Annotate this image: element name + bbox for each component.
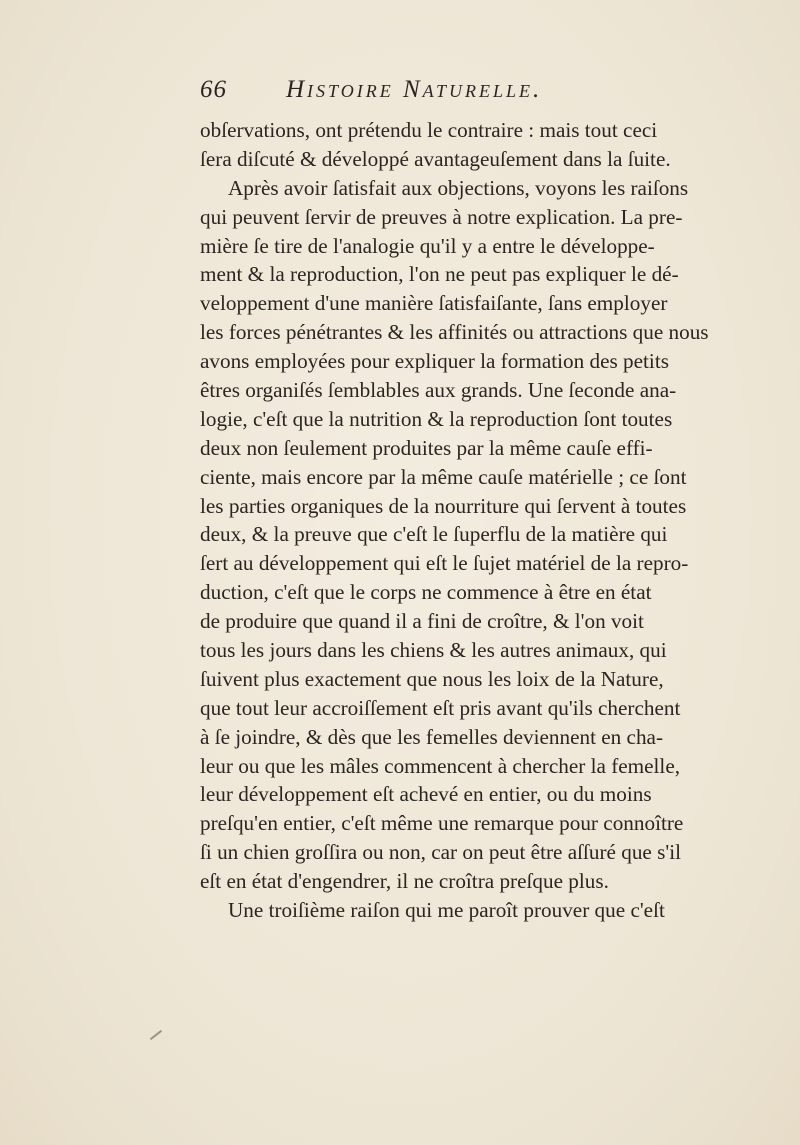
text-line: Une troiſième raiſon qui me paroît prouver que c'eſt: [228, 898, 665, 923]
text-line: mière ſe tire de l'analogie qu'il y a entre le développe-: [200, 233, 655, 258]
text-line: qui peuvent ſervir de preuves à notre explication. La pre-: [200, 204, 683, 229]
text-line: que tout leur accroiſſement eſt pris avant qu'ils cherchent: [200, 695, 681, 720]
text-line: logie, c'eſt que la nutrition & la reproduction ſont toutes: [200, 406, 673, 431]
page-number: 66: [200, 76, 227, 103]
text-line: obſervations, ont prétendu le contraire : mais tout ceci: [200, 118, 658, 142]
text-line: leur développement eſt achevé en entier, ou du moins: [200, 782, 652, 807]
text-line: deux, & la preuve que c'eſt le ſuperflu de la matière qui: [200, 522, 668, 547]
running-title: Histoire Naturelle.: [286, 76, 543, 103]
text-line: ſuivent plus exactement que nous les loix de la Nature,: [200, 666, 664, 691]
text-line: eſt en état d'engendrer, il ne croîtra preſque plus.: [200, 869, 609, 894]
text-line: deux non ſeulement produites par la même cauſe effi-: [200, 435, 653, 460]
text-line: êtres organiſés ſemblables aux grands. Une ſeconde ana-: [200, 378, 677, 403]
text-line: ſera diſcuté & développé avantageuſement dans la ſuite.: [200, 146, 671, 171]
page-header: [200, 76, 640, 110]
ink-mark: [150, 1030, 162, 1040]
text-line: les forces pénétrantes & les affinités ou attractions que nous: [200, 320, 709, 345]
text-line: Après avoir ſatisfait aux objections, voyons les raiſons: [228, 175, 689, 200]
text-line: duction, c'eſt que le corps ne commence à être en état: [200, 580, 652, 605]
text-line: de produire que quand il a fini de croître, & l'on voit: [200, 609, 644, 634]
text-line: avons employées pour expliquer la formation des petits: [200, 349, 669, 374]
text-line: à ſe joindre, & dès que les femelles deviennent en cha-: [200, 724, 664, 749]
text-line: les parties organiques de la nourriture qui ſervent à toutes: [200, 493, 687, 518]
text-line: preſqu'en entier, c'eſt même une remarque pour connoître: [200, 811, 684, 836]
text-line: ciente, mais encore par la même cauſe matérielle ; ce ſont: [200, 464, 687, 489]
text-line: ſi un chien groſſira ou non, car on peut être aſſuré que s'il: [200, 840, 681, 865]
text-line: tous les jours dans les chiens & les autres animaux, qui: [200, 638, 667, 663]
text-line: ment & la reproduction, l'on ne peut pas expliquer le dé-: [200, 262, 679, 287]
body-text: [200, 116, 709, 925]
text-line: leur ou que les mâles commencent à chercher la femelle,: [200, 753, 681, 778]
text-line: ſert au développement qui eſt le ſujet matériel de la repro-: [200, 551, 689, 576]
text-line: veloppement d'une manière ſatisfaiſante, ſans employer: [200, 291, 668, 316]
